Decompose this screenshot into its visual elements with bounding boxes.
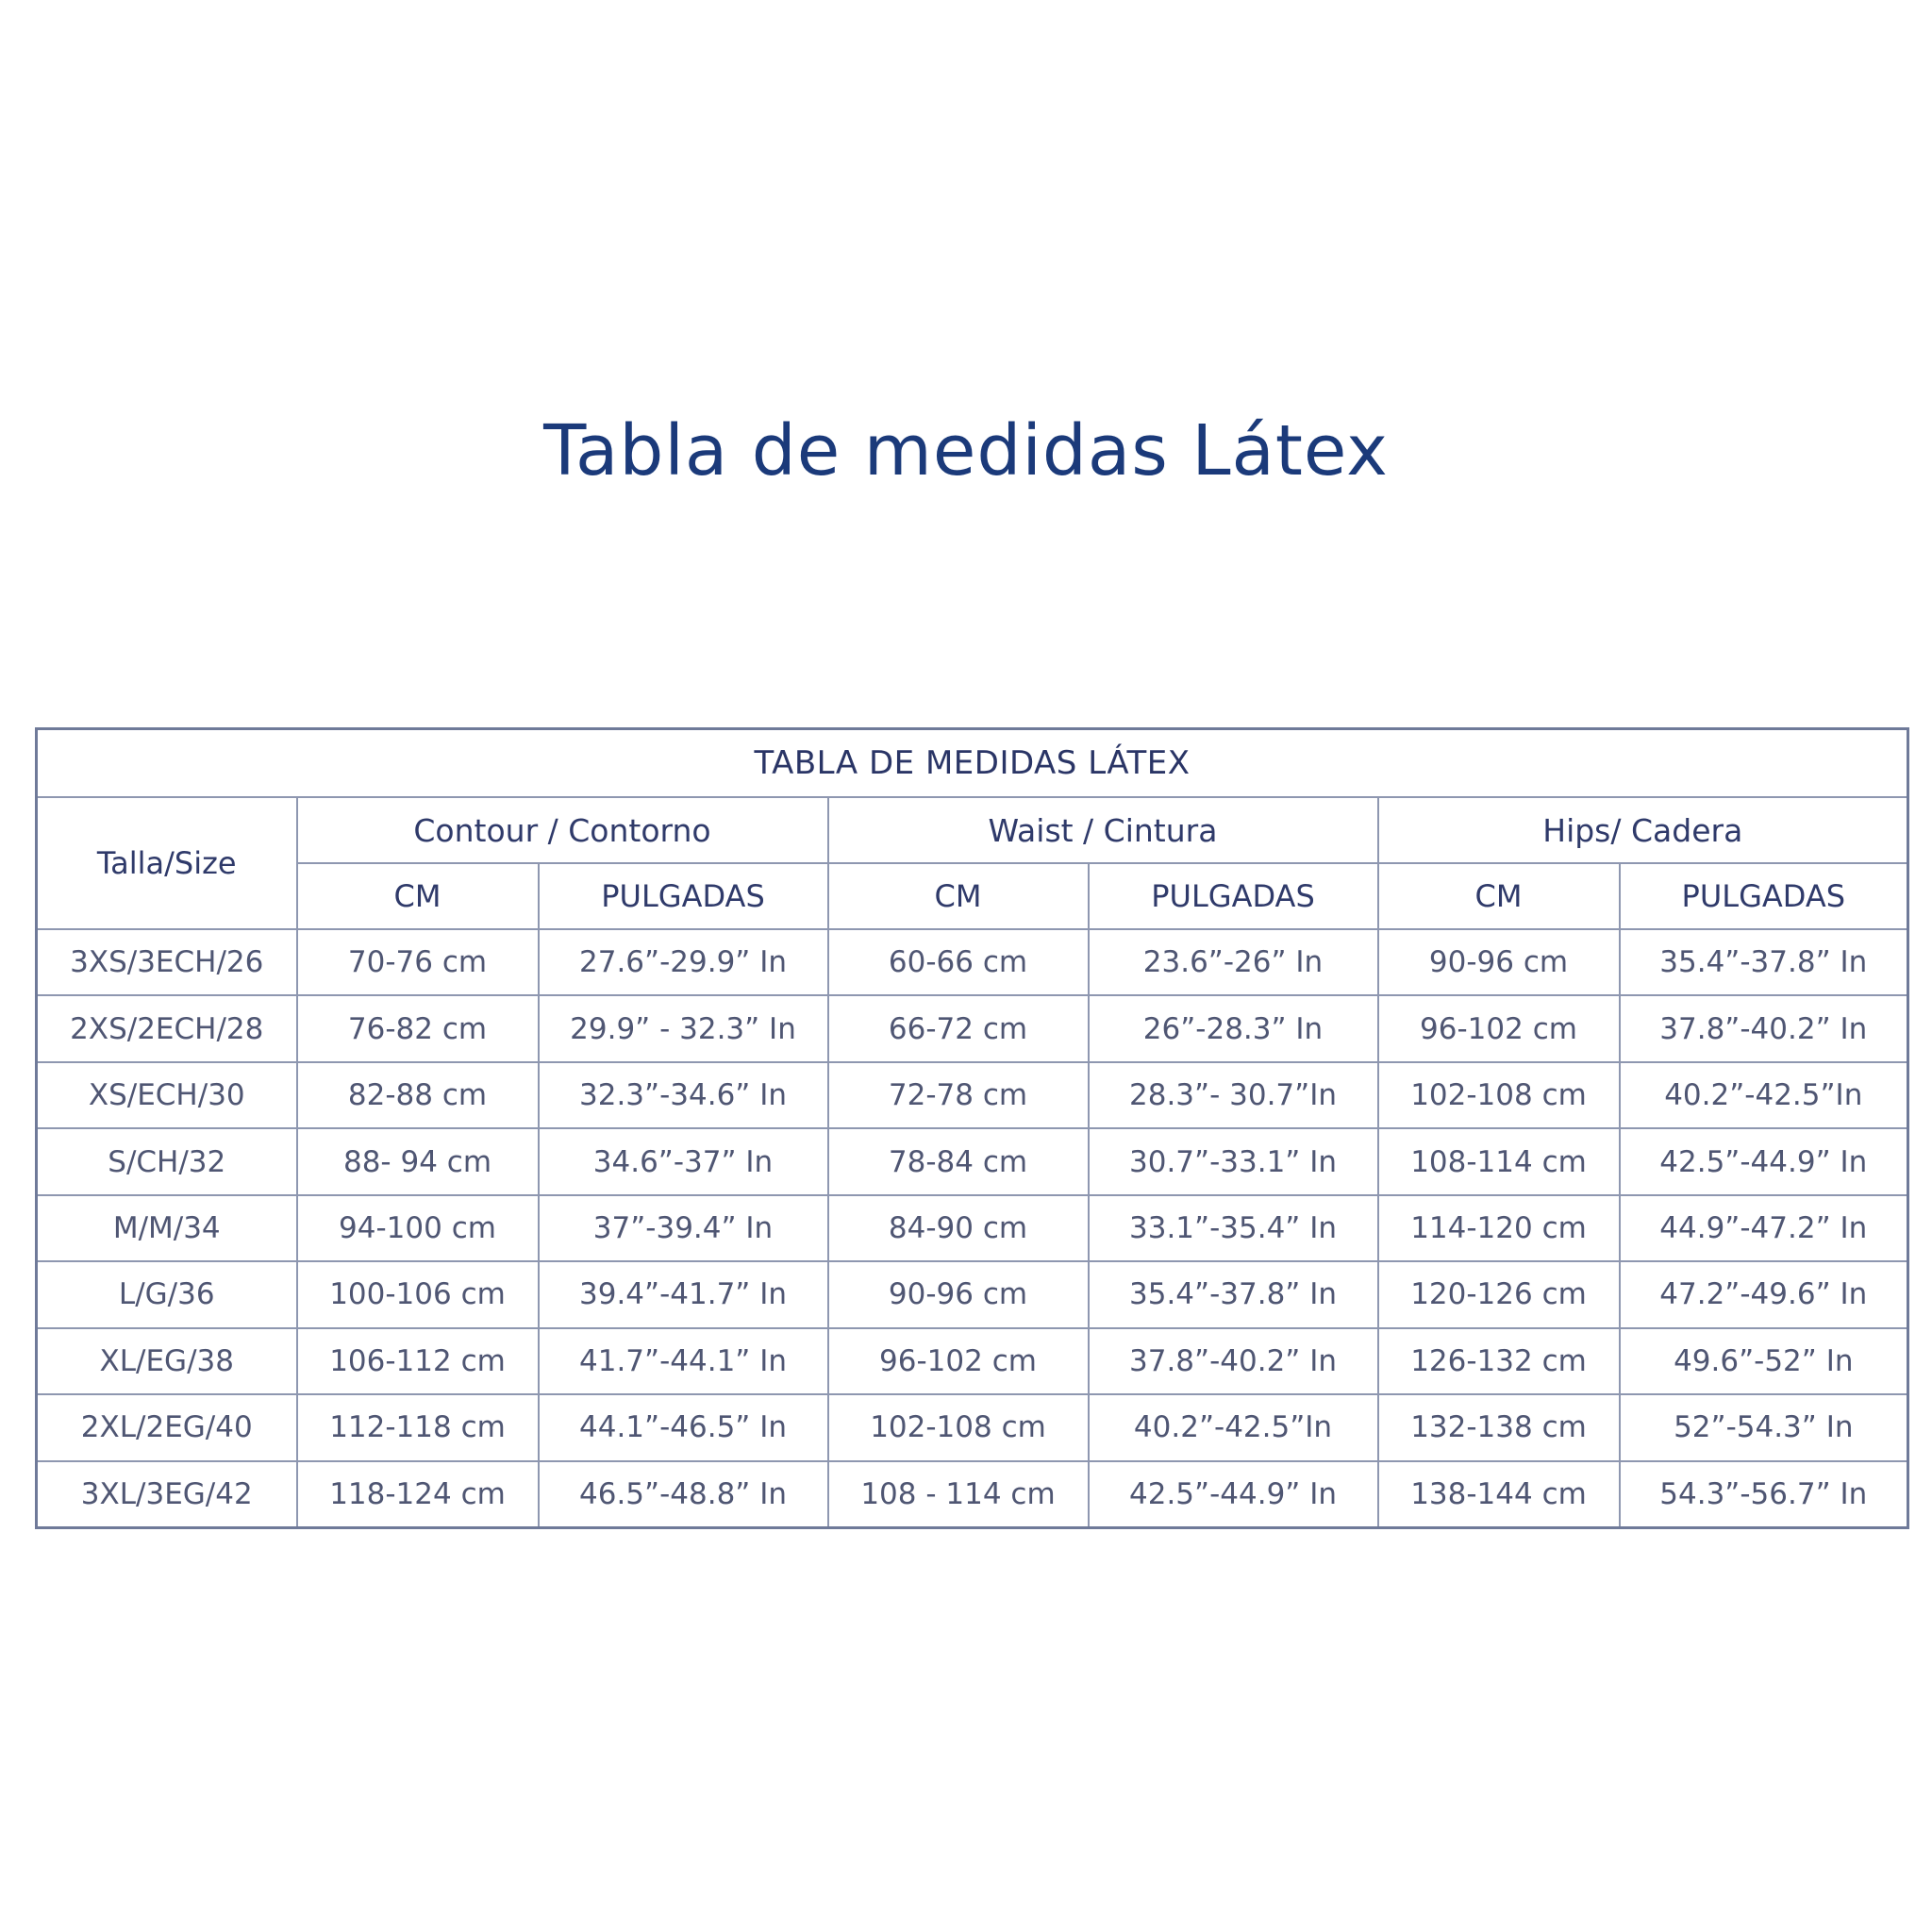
waist-cm-cell: 84-90 cm [828,1195,1089,1261]
hips-in-cell: 52”-54.3” In [1620,1394,1908,1460]
table-row [37,995,1908,1061]
size-cell: S/CH/32 [37,1128,297,1194]
contour-inches-header: PULGADAS [539,863,828,929]
hips-cm-cell: 126-132 cm [1378,1328,1620,1394]
waist-cm-cell: 78-84 cm [828,1128,1089,1194]
contour-cm-cell: 82-88 cm [297,1062,539,1128]
hips-inches-header: PULGADAS [1620,863,1908,929]
size-cell: 3XL/3EG/42 [37,1461,297,1528]
waist-in-cell: 33.1”-35.4” In [1089,1195,1378,1261]
hips-in-cell: 49.6”-52” In [1620,1328,1908,1394]
size-cell: XL/EG/38 [37,1328,297,1394]
table-row [37,1128,1908,1194]
hips-cm-cell: 120-126 cm [1378,1261,1620,1327]
table-row [37,1062,1908,1128]
contour-in-cell: 29.9” - 32.3” In [539,995,828,1061]
contour-cm-header: CM [297,863,539,929]
table-row [37,1261,1908,1327]
size-cell: L/G/36 [37,1261,297,1327]
hips-cm-cell: 114-120 cm [1378,1195,1620,1261]
hips-in-cell: 54.3”-56.7” In [1620,1461,1908,1528]
waist-cm-cell: 108 - 114 cm [828,1461,1089,1528]
contour-in-cell: 32.3”-34.6” In [539,1062,828,1128]
contour-cm-cell: 100-106 cm [297,1261,539,1327]
hips-cm-cell: 102-108 cm [1378,1062,1620,1128]
hips-group-header: Hips/ Cadera [1378,797,1908,863]
waist-cm-cell: 66-72 cm [828,995,1089,1061]
hips-cm-cell: 90-96 cm [1378,929,1620,995]
waist-in-cell: 30.7”-33.1” In [1089,1128,1378,1194]
waist-in-cell: 40.2”-42.5”In [1089,1394,1378,1460]
contour-cm-cell: 118-124 cm [297,1461,539,1528]
waist-cm-cell: 60-66 cm [828,929,1089,995]
table-caption: TABLA DE MEDIDAS LÁTEX [37,729,1908,798]
hips-in-cell: 35.4”-37.8” In [1620,929,1908,995]
contour-in-cell: 39.4”-41.7” In [539,1261,828,1327]
contour-in-cell: 41.7”-44.1” In [539,1328,828,1394]
size-column-header: Talla/Size [37,797,297,929]
contour-in-cell: 34.6”-37” In [539,1128,828,1194]
size-cell: 2XS/2ECH/28 [37,995,297,1061]
waist-cm-cell: 96-102 cm [828,1328,1089,1394]
hips-cm-cell: 132-138 cm [1378,1394,1620,1460]
page-title: Tabla de medidas Látex [543,410,1389,491]
waist-inches-header: PULGADAS [1089,863,1378,929]
hips-cm-cell: 96-102 cm [1378,995,1620,1061]
table-row [37,1328,1908,1394]
contour-cm-cell: 76-82 cm [297,995,539,1061]
waist-in-cell: 26”-28.3” In [1089,995,1378,1061]
contour-in-cell: 46.5”-48.8” In [539,1461,828,1528]
hips-in-cell: 42.5”-44.9” In [1620,1128,1908,1194]
contour-in-cell: 44.1”-46.5” In [539,1394,828,1460]
size-cell: 2XL/2EG/40 [37,1394,297,1460]
contour-cm-cell: 70-76 cm [297,929,539,995]
table-row [37,929,1908,995]
hips-cm-cell: 138-144 cm [1378,1461,1620,1528]
size-chart-table [35,727,1909,1529]
hips-in-cell: 44.9”-47.2” In [1620,1195,1908,1261]
waist-in-cell: 23.6”-26” In [1089,929,1378,995]
waist-cm-cell: 102-108 cm [828,1394,1089,1460]
contour-in-cell: 27.6”-29.9” In [539,929,828,995]
table-row [37,1195,1908,1261]
hips-cm-cell: 108-114 cm [1378,1128,1620,1194]
size-cell: M/M/34 [37,1195,297,1261]
hips-in-cell: 37.8”-40.2” In [1620,995,1908,1061]
table-row [37,1394,1908,1460]
hips-in-cell: 40.2”-42.5”In [1620,1062,1908,1128]
waist-group-header: Waist / Cintura [828,797,1378,863]
table-row [37,1461,1908,1528]
waist-cm-cell: 90-96 cm [828,1261,1089,1327]
waist-cm-header: CM [828,863,1089,929]
contour-cm-cell: 112-118 cm [297,1394,539,1460]
waist-in-cell: 28.3”- 30.7”In [1089,1062,1378,1128]
waist-in-cell: 35.4”-37.8” In [1089,1261,1378,1327]
waist-in-cell: 42.5”-44.9” In [1089,1461,1378,1528]
hips-in-cell: 47.2”-49.6” In [1620,1261,1908,1327]
waist-cm-cell: 72-78 cm [828,1062,1089,1128]
contour-cm-cell: 106-112 cm [297,1328,539,1394]
size-cell: XS/ECH/30 [37,1062,297,1128]
waist-in-cell: 37.8”-40.2” In [1089,1328,1378,1394]
contour-cm-cell: 94-100 cm [297,1195,539,1261]
contour-in-cell: 37”-39.4” In [539,1195,828,1261]
hips-cm-header: CM [1378,863,1620,929]
contour-group-header: Contour / Contorno [297,797,828,863]
size-cell: 3XS/3ECH/26 [37,929,297,995]
contour-cm-cell: 88- 94 cm [297,1128,539,1194]
